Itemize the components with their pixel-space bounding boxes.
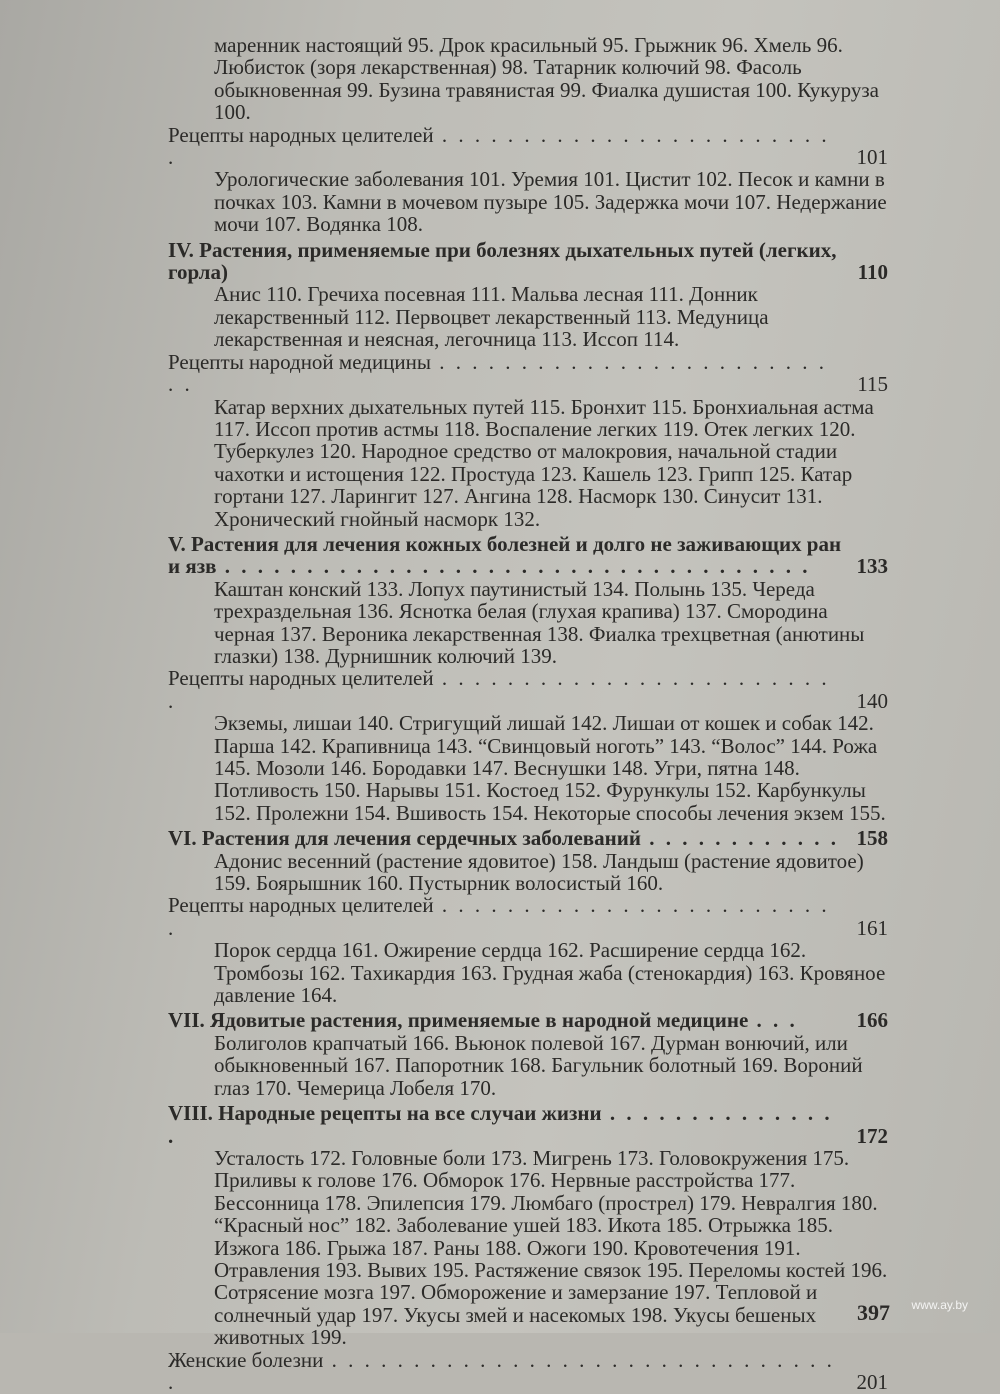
heading-page-number: 133 — [856, 554, 888, 579]
heading-page-number: 101 — [856, 145, 888, 170]
dot-leader: . . . — [748, 1008, 798, 1033]
section-heading — [168, 667, 888, 712]
entry-items: Анис 110. Гречиха посевная 111. Мальва лесная 111. Донник лекарственный 112. Первоцвет лекарственный 113. Медуница лекарственная и неясная, легочница 113. Иссоп 114. — [214, 282, 769, 352]
heading-page-number: 158 — [856, 826, 888, 851]
entry-items: Болиголов крапчатый 166. Вьюнок полевой 167. Дурман вонючий, или обыкновенный 167. Папоротник 168. Багульник болотный 169. Вороний глаз 170. Чемерица Лобеля 170. — [214, 1030, 863, 1100]
section-heading — [168, 1349, 888, 1394]
watermark: www.ay.by — [911, 1298, 968, 1312]
entry-items: Порок сердца 161. Ожирение сердца 162. Расширение сердца 162. Тромбозы 162. Тахикардия 163. Грудная жаба (стенокардия) 163. Кровяное давление 164. — [214, 938, 886, 1008]
toc-entry — [168, 124, 888, 236]
heading-title: VII. Ядовитые растения, применяемые в народной медицине — [168, 1008, 749, 1033]
entry-items: Катар верхних дыхательных путей 115. Бронхит 115. Бронхиальная астма 117. Иссоп против астмы 118. Воспаление легких 119. Отек легких 120. Туберкулез 120. Народное средство от малокровия, начальной стадии чахотки и истощения 122. Простуда 123. Кашель 123. Грипп 125. Катар гортани 127. Ларингит 127. Ангина 128. Насморк 130. Синусит 131. Хронический гнойный насморк 132. — [214, 394, 874, 531]
dot-leader: . . . . . . . . . . . . . . . . . . . . . . . . . . . . . . . . — [168, 1347, 835, 1394]
entry-items: Экземы, лишаи 140. Стригущий лишай 142. Лишаи от кошек и собак 142. Парша 142. Крапивница 143. “Свинцовый ноготь” 143. “Волос” 144. Рожа 145. Мозоли 146. Бородавки 147. Веснушки 148. Угри, пятна 148. Потливость 150. Нарывы 151. Костоед 152. Фурункулы 152. Карбункулы 152. Пролежни 154. Вшивость 154. Некоторые способы лечения экзем 155. — [214, 711, 886, 825]
toc-entry — [168, 827, 888, 894]
toc-entry — [168, 1009, 888, 1099]
dot-leader: . . . . . . . . . . . . . . . . . . . . . . . . . — [168, 893, 830, 940]
heading-title: VIII. Народные рецепты на все случаи жизни — [168, 1101, 602, 1126]
chapter-heading — [168, 1102, 888, 1147]
dot-leader: . . . . . . . . . . . . . . . . . . . . . . . . . — [168, 122, 830, 170]
heading-title: Рецепты народных целителей — [168, 122, 434, 147]
chapter-heading — [168, 827, 888, 849]
heading-title: Рецепты народной медицины — [168, 349, 432, 374]
heading-title: VI. Растения для лечения сердечных заболеваний — [168, 826, 641, 851]
toc-entry — [168, 34, 888, 124]
entry-items: маренник настоящий 95. Дрок красильный 95. Грыжник 96. Хмель 96. Любисток (зоря лекарственная) 98. Татарник колючий 98. Фасоль обыкновенная 99. Бузина травянистая 99. Фиалка душистая 100. Кукуруза 100. — [214, 33, 879, 125]
dot-leader: . . . . . . . . . . . . — [640, 826, 839, 851]
dot-leader: . . . . . . . . . . . . . . . . . . . . . . . . . . — [168, 349, 828, 397]
dot-leader: . . . . . . . . . . . . . . . . . . . . . . . . . — [168, 666, 830, 713]
chapter-heading — [168, 533, 888, 578]
table-of-contents — [168, 34, 888, 1393]
heading-page-number: 161 — [856, 915, 888, 940]
chapter-heading — [168, 1009, 888, 1031]
toc-entry — [168, 239, 888, 351]
entry-items: Каштан конский 133. Лопух паутинистый 134. Полынь 135. Череда трехраздельная 136. Яснотка белая (глухая крапива) 137. Смородина черная 137. Вероника лекарственная 138. Фиалка трехцветная (анютины глазки) 138. Дурнишник колючий 139. — [214, 576, 865, 668]
heading-page-number: 172 — [856, 1123, 888, 1148]
toc-entry — [168, 667, 888, 824]
entry-items: Урологические заболевания 101. Уремия 101. Цистит 102. Песок и камни в почках 103. Камни в мочевом пузыре 105. Задержка мочи 107. Недержание мочи 107. Водянка 108. — [214, 167, 887, 237]
section-heading — [168, 351, 888, 396]
toc-entry — [168, 894, 888, 1006]
heading-page-number: 140 — [856, 688, 888, 713]
toc-entry — [168, 533, 888, 667]
section-heading — [168, 894, 888, 939]
heading-title: Женские болезни — [168, 1347, 324, 1372]
toc-entry — [168, 1349, 888, 1394]
heading-page-number: 110 — [857, 260, 888, 285]
heading-title: Рецепты народных целителей — [168, 666, 434, 691]
entry-items: Адонис весенний (растение ядовитое) 158. Ландыш (растение ядовитое) 159. Боярышник 160. Пустырник волосистый 160. — [214, 848, 864, 896]
toc-entry — [168, 351, 888, 530]
entry-items: Усталость 172. Головные боли 173. Мигрень 173. Головокружения 175. Приливы к голове 176. Обморок 176. Нервные расстройства 177. Бессонница 178. Эпилепсия 179. Люмбаго (прострел) 179. Невралгия 180. “Красный нос” 182. Заболевание ушей 183. Икота 185. Отрыжка 185. Изжога 186. Грыжа 187. Раны 188. Ожоги 190. Кровотечения 191. Отравления 193. Вывих 195. Растяжение связок 195. Переломы костей 196. Сотрясение мозга 197. Обморожение и замерзание 197. Тепловой и солнечный удар 197. Укусы змей и насекомых 198. Укусы бешеных животных 199. — [214, 1145, 888, 1350]
section-heading — [168, 124, 888, 169]
page-number: 397 — [857, 1300, 890, 1325]
heading-title: IV. Растения, применяемые при болезнях дыхательных путей (легких, горла) — [168, 237, 837, 285]
heading-page-number: 201 — [856, 1369, 888, 1394]
chapter-heading — [168, 239, 888, 284]
heading-page-number: 166 — [856, 1008, 888, 1033]
dot-leader: . . . . . . . . . . . . . . . . . . . . . . . . . . . . . . . . . . . . — [216, 554, 811, 579]
toc-entry — [168, 1102, 888, 1348]
heading-page-number: 115 — [857, 372, 888, 397]
heading-title: V. Растения для лечения кожных болезней и долго не заживающих ран и язв — [168, 531, 842, 579]
heading-title: Рецепты народных целителей — [168, 893, 434, 918]
dot-leader: . . . . . . . . . . . . . . . — [168, 1101, 833, 1148]
